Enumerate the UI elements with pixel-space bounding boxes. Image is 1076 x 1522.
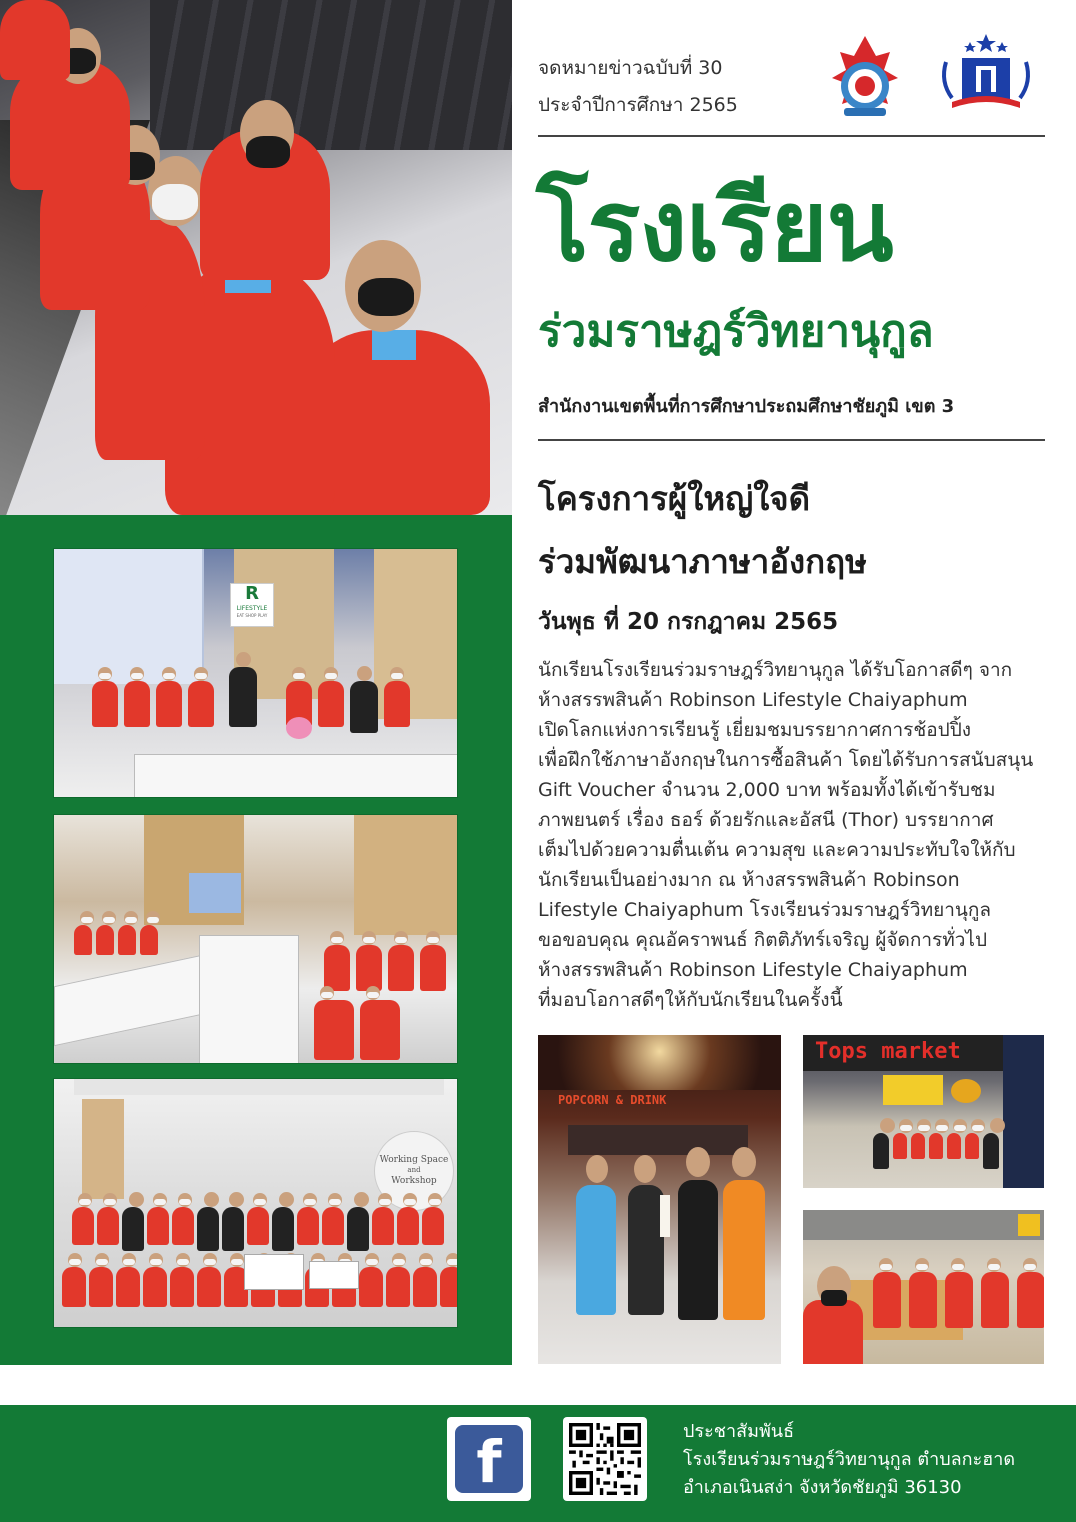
body-line: นักเรียนเป็นอย่างมาก ณ ห้างสรรพสินค้า Robinson: [538, 869, 960, 891]
title-divider: [538, 439, 1045, 441]
adult-figure: [222, 1207, 244, 1251]
workshop-and-text: and: [407, 1166, 421, 1174]
student-figure: [156, 681, 182, 727]
body-line: ภาพยนตร์ เรื่อง ธอร์ ด้วยรักและอัสนี (Thor) บรรยากาศ: [538, 809, 994, 831]
person-head: [686, 1147, 710, 1177]
student-figure: [945, 1272, 973, 1328]
person-blue-shirt: [576, 1185, 616, 1315]
hero-photo-students-escalator: [0, 0, 512, 515]
body-line: เปิดโลกแห่งการเรียนรู้ เยี่ยมชมบรรยากาศการช้อปปิ้ง: [538, 719, 972, 741]
photo-tops-market-entrance: [803, 1035, 1044, 1188]
student-figure: [324, 945, 350, 991]
school-title-line1: โรงเรียน: [536, 170, 893, 284]
popcorn-drink-sign: POPCORN & DRINK: [558, 1093, 667, 1107]
student-figure: [947, 1133, 961, 1159]
student-figure: [440, 1267, 458, 1307]
wood-panel: [82, 1099, 124, 1199]
student-figure: [322, 1207, 344, 1245]
student-figure: [297, 1207, 319, 1245]
address-line2: อำเภอเนินสง่า จังหวัดชัยภูมิ 36130: [683, 1477, 962, 1498]
adult-figure: [272, 1207, 294, 1251]
teacher-figure: [350, 681, 378, 733]
poster-lifestyle-word: LIFESTYLE: [236, 605, 268, 612]
newsletter-header: [538, 50, 738, 124]
chandelier-ceiling: [538, 1035, 781, 1090]
person-black-suit: [628, 1185, 664, 1315]
student-figure: [893, 1133, 907, 1159]
adult-figure: [347, 1207, 369, 1251]
student-figure: [360, 1000, 400, 1060]
body-line: เต็มไปด้วยความตื่นเต้น ความสุข และความประทับใจให้กับ: [538, 839, 1016, 861]
concession-counter: [568, 1125, 748, 1155]
student-figure: [386, 1267, 410, 1307]
wall-poster: [189, 873, 241, 913]
qr-code[interactable]: [563, 1417, 647, 1501]
person-head: [732, 1147, 756, 1177]
student-figure: [359, 1267, 383, 1307]
student-figure: [74, 925, 92, 955]
promo-banner: [883, 1075, 943, 1105]
student-figure: [89, 1267, 113, 1307]
student-figure: [318, 681, 344, 727]
black-mask: [821, 1290, 847, 1306]
student-figure: [909, 1272, 937, 1328]
student-group: [324, 945, 446, 991]
student-figure: [422, 1207, 444, 1245]
student-figure: [118, 925, 136, 955]
hanging-sign: [1018, 1214, 1040, 1236]
event-date: วันพุธ ที่ 20 กรกฎาคม 2565: [538, 609, 839, 635]
white-mask: [152, 184, 198, 220]
flower-vase: [286, 717, 312, 739]
pr-label: ประชาสัมพันธ์: [683, 1421, 795, 1442]
photo-cinema-handover: [538, 1035, 781, 1364]
student-group: [92, 681, 214, 727]
student-figure: [62, 1267, 86, 1307]
footer-contact: [683, 1418, 1015, 1502]
student-figure: [314, 1000, 354, 1060]
working-space-text: Working Space: [379, 1155, 449, 1165]
group-banner-sign: [244, 1254, 304, 1290]
adult-figure: [983, 1133, 999, 1169]
gallery-photo-group-workshop: [53, 1078, 458, 1328]
person-manager: [678, 1180, 718, 1320]
student-figure: [170, 1267, 194, 1307]
student-figure: [356, 945, 382, 991]
body-line: ขอขอบคุณ คุณอัคราพนธ์ กิตติภัทร์เจริญ ผู้จัดการทั่วไป: [538, 929, 988, 951]
student-collar: [372, 330, 416, 360]
student-figure: [981, 1272, 1009, 1328]
body-line: ห้างสรรพสินค้า Robinson Lifestyle Chaiyaphum: [538, 689, 968, 711]
poster-r-letter: R: [245, 583, 259, 604]
student-figure: [172, 1207, 194, 1245]
promo-badge: [951, 1079, 981, 1103]
student-figure: [388, 945, 414, 991]
project-title-line2: ร่วมพัฒนาภาษาอังกฤษ: [538, 542, 867, 581]
student-figure: [140, 925, 158, 955]
voucher-card: [660, 1195, 670, 1237]
student-group: [74, 925, 158, 955]
adult-figure: [197, 1207, 219, 1251]
wood-panel: [354, 815, 458, 935]
adult-figure: [873, 1133, 889, 1169]
student-figure: [116, 1267, 140, 1307]
school-title-line2: ร่วมราษฎร์วิทยานุกูล: [538, 306, 934, 357]
student-figure: [1017, 1272, 1044, 1328]
student-group: [873, 1272, 1044, 1328]
student-figure: [384, 681, 410, 727]
student-figure: [873, 1272, 901, 1328]
student-figure: [147, 1207, 169, 1245]
white-table: [134, 754, 458, 798]
display-screen: [1003, 1035, 1044, 1188]
body-line: Gift Voucher จำนวน 2,000 บาท พร้อมทั้งได้เข้ารับชม: [538, 779, 996, 801]
gallery-photo-meeting-room: [53, 814, 458, 1064]
academic-year: ประจำปีการศึกษา 2565: [538, 94, 738, 116]
info-board: [54, 549, 204, 684]
lifestyle-poster: [230, 583, 274, 627]
body-line: นักเรียนโรงเรียนร่วมราษฎร์วิทยานุกูล ได้รับโอกาสดีๆ จาก: [538, 659, 1013, 681]
student-figure: [92, 681, 118, 727]
student-figure: [803, 1300, 863, 1364]
student-figure: [413, 1267, 437, 1307]
ceiling: [74, 1079, 444, 1095]
body-line: ห้างสรรพสินค้า Robinson Lifestyle Chaiyaphum: [538, 959, 968, 981]
student-figure: [0, 0, 70, 80]
black-mask: [246, 136, 290, 168]
qr-code-icon: [569, 1423, 641, 1495]
poster-tagline: EAT SHOP PLAY: [236, 613, 268, 618]
back-row-group: [72, 1207, 444, 1251]
student-figure: [143, 1267, 167, 1307]
gallery-photo-voucher-handover: [53, 548, 458, 798]
student-figure: [420, 945, 446, 991]
header-divider: [538, 135, 1045, 137]
ceiling: [803, 1210, 1044, 1240]
district-office-logo: [932, 32, 1040, 118]
student-figure: [247, 1207, 269, 1245]
student-figure: [372, 1207, 394, 1245]
newsletter-issue: จดหมายข่าวฉบับที่ 30: [538, 57, 723, 79]
student-figure: [72, 1207, 94, 1245]
photo-market-shopping: [803, 1210, 1044, 1364]
student-figure: [965, 1133, 979, 1159]
school-crest-logo: [830, 34, 900, 122]
tops-market-sign: Tops market: [815, 1039, 961, 1064]
student-group: [873, 1133, 999, 1169]
ceiling-panels: [150, 0, 512, 150]
adult-group: [229, 667, 257, 727]
student-figure: [397, 1207, 419, 1245]
student-figure: [96, 925, 114, 955]
student-figure: [929, 1133, 943, 1159]
body-line: Lifestyle Chaiyaphum โรงเรียนร่วมราษฎร์วิทยานุกูล: [538, 899, 992, 921]
person-orange-shirt: [723, 1180, 765, 1320]
body-line: ที่มอบโอกาสดีๆให้กับนักเรียนในครั้งนี้: [538, 989, 843, 1011]
student-figure: [197, 1267, 221, 1307]
project-title-line1: โครงการผู้ใหญ่ใจดี: [538, 479, 811, 518]
address-line1: โรงเรียนร่วมราษฎร์วิทยานุกูล ตำบลกะฮาด: [683, 1449, 1016, 1470]
person-head: [586, 1155, 608, 1183]
lifestyle-board: [309, 1261, 359, 1289]
workshop-text: Workshop: [391, 1176, 437, 1186]
student-group: [314, 1000, 400, 1060]
facebook-link[interactable]: [447, 1417, 531, 1501]
student-figure: [188, 681, 214, 727]
student-figure: [124, 681, 150, 727]
student-figure: [97, 1207, 119, 1245]
manager-figure: [229, 667, 257, 727]
body-line: เพื่อฝึกใช้ภาษาอังกฤษในการซื้อสินค้า โดยได้รับการสนับสนุน: [538, 749, 1034, 771]
person-head: [634, 1155, 656, 1183]
facebook-icon: f: [455, 1425, 523, 1493]
education-office-name: สำนักงานเขตพื้นที่การศึกษาประถมศึกษาชัยภูมิ เขต 3: [538, 396, 955, 417]
white-table: [199, 935, 299, 1064]
student-figure: [911, 1133, 925, 1159]
adult-figure: [122, 1207, 144, 1251]
black-mask: [358, 278, 414, 316]
article-body: [538, 655, 1048, 1015]
